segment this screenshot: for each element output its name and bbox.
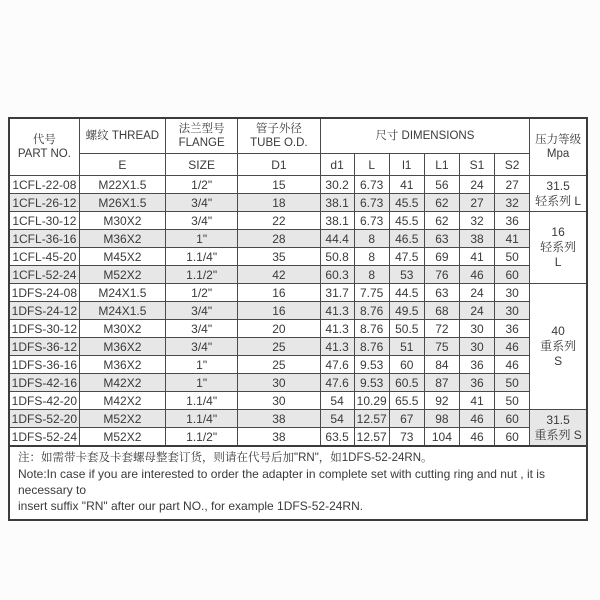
cell-dim-l1: 49.5: [389, 302, 424, 320]
cell-dim-L1: 63: [424, 230, 459, 248]
table-row: [9, 194, 587, 212]
cell-dim-S1: 27: [459, 194, 494, 212]
cell-flange-size: 3/4": [166, 302, 238, 320]
cell-part-no: 1DFS-52-20: [9, 410, 79, 428]
cell-dim-l1: 60.5: [389, 374, 424, 392]
table-row: [9, 320, 587, 338]
cell-dim-d1: 44.4: [320, 230, 354, 248]
cell-dim-d1: 41.3: [320, 338, 354, 356]
cell-pressure-rating: 31.5 重系列 S: [530, 410, 587, 447]
cell-dim-l1: 67: [389, 410, 424, 428]
cell-tube-od-d1: 20: [238, 320, 320, 338]
cell-flange-size: 1.1/4": [166, 392, 238, 410]
header-pressure: [530, 118, 587, 176]
cell-dim-S2: 60: [495, 428, 530, 447]
cell-dim-L: 8.76: [354, 320, 389, 338]
cell-pressure-rating: 16 轻系列 L: [530, 212, 587, 284]
cell-flange-size: 1/2": [166, 284, 238, 302]
cell-thread-e: M52X2: [79, 410, 165, 428]
cell-dim-L1: 104: [424, 428, 459, 447]
cell-thread-e: M30X2: [79, 212, 165, 230]
cell-dim-d1: 50.8: [320, 248, 354, 266]
cell-thread-e: M52X2: [79, 266, 165, 284]
cell-flange-size: 1": [166, 374, 238, 392]
cell-thread-e: M24X1.5: [79, 284, 165, 302]
cell-flange-size: 1.1/2": [166, 266, 238, 284]
table-row: [9, 302, 587, 320]
header-part-no: [9, 118, 79, 176]
cell-thread-e: M30X2: [79, 320, 165, 338]
cell-dim-S2: 46: [495, 356, 530, 374]
cell-dim-S2: 41: [495, 230, 530, 248]
dimensions-table: [8, 117, 588, 447]
cell-tube-od-d1: 38: [238, 410, 320, 428]
cell-tube-od-d1: 18: [238, 194, 320, 212]
cell-dim-L1: 75: [424, 338, 459, 356]
cell-dim-d1: 60.3: [320, 266, 354, 284]
table-row: [9, 284, 587, 302]
cell-dim-L: 12.57: [354, 410, 389, 428]
cell-dim-d1: 41.3: [320, 320, 354, 338]
cell-dim-d1: 47.6: [320, 374, 354, 392]
cell-tube-od-d1: 15: [238, 176, 320, 194]
cell-thread-e: M42X2: [79, 374, 165, 392]
cell-tube-od-d1: 30: [238, 374, 320, 392]
cell-dim-l1: 47.5: [389, 248, 424, 266]
cell-dim-d1: 54: [320, 410, 354, 428]
cell-dim-L: 8: [354, 230, 389, 248]
cell-tube-od-d1: 38: [238, 428, 320, 447]
cell-dim-L: 8: [354, 266, 389, 284]
cell-part-no: 1DFS-24-08: [9, 284, 79, 302]
cell-tube-od-d1: 25: [238, 338, 320, 356]
table-row: [9, 374, 587, 392]
cell-dim-L: 6.73: [354, 194, 389, 212]
header-flange-en: FLANGE: [178, 137, 225, 149]
cell-pressure-rating: 31.5 轻系列 L: [530, 176, 587, 212]
cell-thread-e: M52X2: [79, 428, 165, 447]
table-row: [9, 392, 587, 410]
cell-dim-L1: 62: [424, 212, 459, 230]
header-part-no-en: PART NO.: [17, 148, 71, 160]
cell-dim-S1: 30: [459, 338, 494, 356]
note-english-line1: Note:In case if you are interested to order the adapter in complete set with cutting ring and nut , it is necessary to: [18, 467, 545, 497]
cell-dim-S1: 46: [459, 428, 494, 447]
header-thread: 螺纹 THREAD: [79, 118, 165, 154]
cell-part-no: 1DFS-42-20: [9, 392, 79, 410]
cell-dim-S1: 24: [459, 284, 494, 302]
cell-part-no: 1CFL-36-16: [9, 230, 79, 248]
cell-flange-size: 3/4": [166, 320, 238, 338]
header-tube-od-zh: 管子外径: [255, 123, 302, 135]
table-row: [9, 266, 587, 284]
cell-dim-S1: 46: [459, 266, 494, 284]
cell-tube-od-d1: 35: [238, 248, 320, 266]
cell-dim-d1: 38.1: [320, 212, 354, 230]
header-pressure-unit: Mpa: [546, 148, 570, 160]
cell-dim-S2: 50: [495, 374, 530, 392]
cell-dim-l1: 41: [389, 176, 424, 194]
cell-dim-S2: 30: [495, 284, 530, 302]
cell-dim-L: 6.73: [354, 212, 389, 230]
header-flange-zh: 法兰型号: [178, 123, 225, 135]
cell-thread-e: M24X1.5: [79, 302, 165, 320]
cell-flange-size: 3/4": [166, 212, 238, 230]
header-dimensions: 尺寸 DIMENSIONS: [320, 118, 530, 154]
cell-part-no: 1DFS-36-16: [9, 356, 79, 374]
cell-dim-d1: 41.3: [320, 302, 354, 320]
table-row: [9, 338, 587, 356]
cell-dim-S2: 32: [495, 194, 530, 212]
cell-tube-od-d1: 25: [238, 356, 320, 374]
cell-dim-S1: 24: [459, 176, 494, 194]
cell-flange-size: 1": [166, 356, 238, 374]
cell-dim-l1: 46.5: [389, 230, 424, 248]
cell-dim-L1: 62: [424, 194, 459, 212]
cell-tube-od-d1: 16: [238, 284, 320, 302]
table-body: [9, 176, 587, 447]
cell-dim-l1: 51: [389, 338, 424, 356]
header-flange: [166, 118, 238, 154]
cell-dim-L1: 92: [424, 392, 459, 410]
cell-dim-S1: 46: [459, 410, 494, 428]
cell-tube-od-d1: 28: [238, 230, 320, 248]
note-chinese: 注：如需带卡套及卡套螺母整套订货，则请在代号后加"RN"，如1DFS-52-24RN。: [18, 452, 433, 464]
cell-dim-L: 6.73: [354, 176, 389, 194]
cell-thread-e: M36X2: [79, 338, 165, 356]
cell-dim-L1: 68: [424, 302, 459, 320]
cell-dim-S1: 36: [459, 356, 494, 374]
cell-dim-S2: 30: [495, 302, 530, 320]
cell-dim-S1: 32: [459, 212, 494, 230]
cell-thread-e: M45X2: [79, 248, 165, 266]
cell-part-no: 1CFL-30-12: [9, 212, 79, 230]
header-dim-d1: d1: [320, 154, 354, 176]
cell-dim-S1: 38: [459, 230, 494, 248]
cell-dim-l1: 44.5: [389, 284, 424, 302]
cell-dim-S2: 46: [495, 338, 530, 356]
cell-dim-d1: 54: [320, 392, 354, 410]
cell-thread-e: M36X2: [79, 356, 165, 374]
cell-dim-S1: 24: [459, 302, 494, 320]
header-pressure-zh: 压力等级: [535, 134, 582, 146]
cell-dim-S1: 36: [459, 374, 494, 392]
cell-dim-L: 9.53: [354, 374, 389, 392]
cell-part-no: 1CFL-45-20: [9, 248, 79, 266]
header-part-no-zh: 代号: [32, 134, 56, 146]
cell-part-no: 1CFL-22-08: [9, 176, 79, 194]
cell-dim-S2: 50: [495, 392, 530, 410]
cell-flange-size: 1.1/4": [166, 248, 238, 266]
cell-pressure-rating: 40 重系列 S: [530, 284, 587, 410]
cell-flange-size: 1/2": [166, 176, 238, 194]
cell-dim-d1: 38.1: [320, 194, 354, 212]
cell-dim-L: 9.53: [354, 356, 389, 374]
cell-part-no: 1DFS-52-24: [9, 428, 79, 447]
cell-dim-l1: 73: [389, 428, 424, 447]
table-row: [9, 230, 587, 248]
cell-dim-L: 12.57: [354, 428, 389, 447]
cell-dim-L1: 69: [424, 248, 459, 266]
cell-dim-L1: 72: [424, 320, 459, 338]
cell-thread-e: M42X2: [79, 392, 165, 410]
cell-tube-od-d1: 22: [238, 212, 320, 230]
header-tube-d1: D1: [238, 154, 320, 176]
cell-tube-od-d1: 30: [238, 392, 320, 410]
note-english-line2: insert suffix "RN" after our part NO., for example 1DFS-52-24RN.: [18, 499, 364, 513]
notes-box: [8, 447, 588, 521]
cell-dim-S1: 30: [459, 320, 494, 338]
cell-dim-l1: 45.5: [389, 194, 424, 212]
spec-sheet: [8, 117, 588, 521]
header-flange-size: SIZE: [166, 154, 238, 176]
cell-thread-e: M26X1.5: [79, 194, 165, 212]
cell-dim-S2: 60: [495, 266, 530, 284]
cell-dim-L: 8.76: [354, 338, 389, 356]
cell-dim-d1: 31.7: [320, 284, 354, 302]
cell-thread-e: M22X1.5: [79, 176, 165, 194]
cell-dim-l1: 53: [389, 266, 424, 284]
cell-part-no: 1DFS-30-12: [9, 320, 79, 338]
cell-dim-L: 10.29: [354, 392, 389, 410]
cell-dim-L1: 87: [424, 374, 459, 392]
cell-tube-od-d1: 16: [238, 302, 320, 320]
header-tube-od: [238, 118, 320, 154]
cell-dim-S2: 60: [495, 410, 530, 428]
cell-part-no: 1DFS-42-16: [9, 374, 79, 392]
cell-dim-L: 8: [354, 248, 389, 266]
table-row: [9, 428, 587, 447]
cell-dim-d1: 30.2: [320, 176, 354, 194]
cell-thread-e: M36X2: [79, 230, 165, 248]
cell-dim-l1: 50.5: [389, 320, 424, 338]
cell-dim-l1: 60: [389, 356, 424, 374]
cell-part-no: 1CFL-52-24: [9, 266, 79, 284]
header-dim-l1: l1: [389, 154, 424, 176]
table-row: [9, 212, 587, 230]
cell-dim-S2: 27: [495, 176, 530, 194]
cell-flange-size: 3/4": [166, 338, 238, 356]
cell-dim-S1: 41: [459, 392, 494, 410]
header-dim-L1: L1: [424, 154, 459, 176]
cell-dim-L1: 98: [424, 410, 459, 428]
cell-dim-S2: 36: [495, 212, 530, 230]
table-row: [9, 248, 587, 266]
cell-dim-l1: 45.5: [389, 212, 424, 230]
cell-dim-S2: 36: [495, 320, 530, 338]
cell-flange-size: 1": [166, 230, 238, 248]
cell-tube-od-d1: 42: [238, 266, 320, 284]
cell-part-no: 1CFL-26-12: [9, 194, 79, 212]
cell-dim-l1: 65.5: [389, 392, 424, 410]
cell-dim-S2: 50: [495, 248, 530, 266]
cell-dim-L1: 76: [424, 266, 459, 284]
table-row: [9, 176, 587, 194]
cell-dim-L: 7.75: [354, 284, 389, 302]
table-row: [9, 410, 587, 428]
cell-flange-size: 1.1/2": [166, 428, 238, 447]
cell-dim-S1: 41: [459, 248, 494, 266]
header-dim-S2: S2: [495, 154, 530, 176]
cell-dim-d1: 47.6: [320, 356, 354, 374]
cell-flange-size: 3/4": [166, 194, 238, 212]
table-row: [9, 356, 587, 374]
cell-dim-d1: 63.5: [320, 428, 354, 447]
header-tube-od-en: TUBE O.D.: [250, 137, 308, 149]
cell-dim-L: 8.76: [354, 302, 389, 320]
cell-dim-L1: 84: [424, 356, 459, 374]
cell-part-no: 1DFS-36-12: [9, 338, 79, 356]
cell-part-no: 1DFS-24-12: [9, 302, 79, 320]
header-dim-L: L: [354, 154, 389, 176]
cell-dim-L1: 63: [424, 284, 459, 302]
cell-flange-size: 1.1/4": [166, 410, 238, 428]
table-header: [9, 118, 587, 176]
header-thread-e: E: [79, 154, 165, 176]
cell-dim-L1: 56: [424, 176, 459, 194]
header-dim-S1: S1: [459, 154, 494, 176]
